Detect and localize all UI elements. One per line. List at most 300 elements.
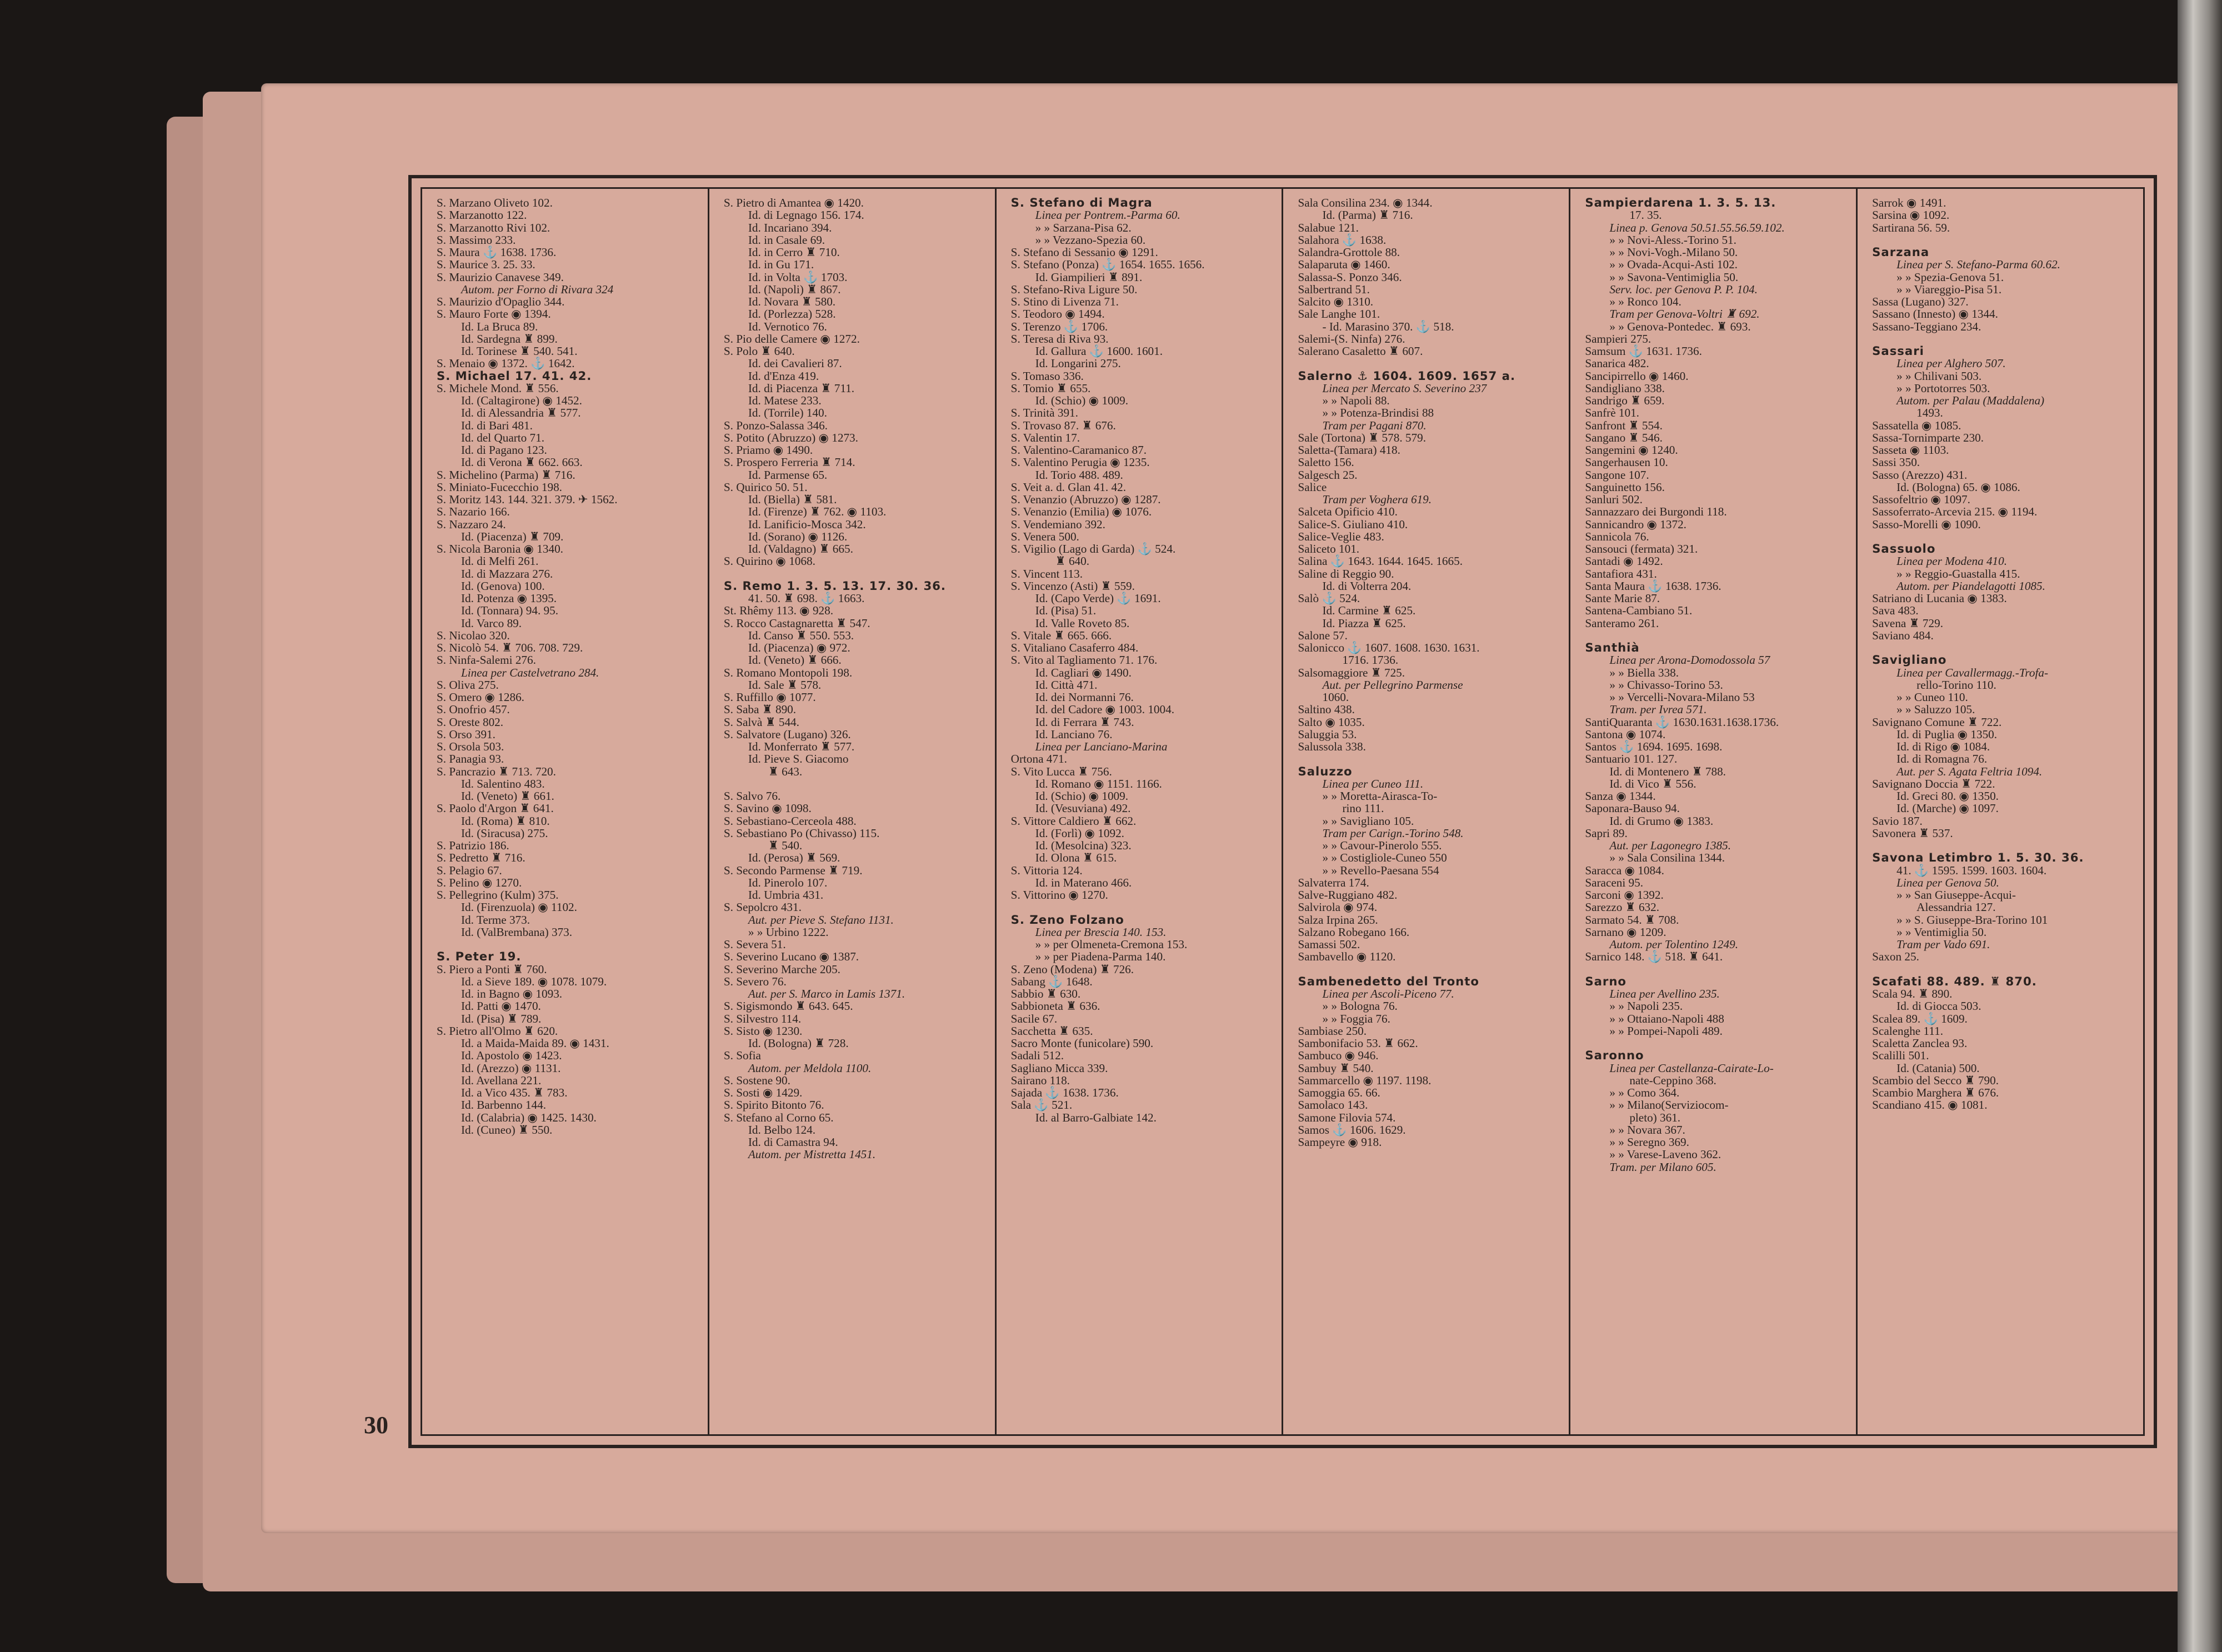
index-entry: S. Sosti ◉ 1429.: [723, 1086, 803, 1099]
index-entry: [724, 568, 989, 580]
index-entry: [1872, 333, 2138, 345]
index-entry: S. Marzano Oliveto 102.: [437, 196, 553, 209]
index-entry: Salò ⚓ 524.: [1298, 592, 1360, 605]
index-entry: S. Sisto ◉ 1230.: [723, 1024, 803, 1038]
index-entry: Sangemini ◉ 1240.: [1585, 443, 1678, 457]
index-entry: Autom. per Palau (Maddalena): [1896, 394, 2045, 407]
index-entry: Savio 187.: [1872, 814, 1923, 828]
index-entry: Id. Salentino 483.: [461, 777, 545, 790]
index-entry: rello-Torino 110.: [1916, 678, 1996, 692]
index-entry: Sannicandro ◉ 1372.: [1585, 517, 1686, 531]
index-entry: 1716. 1736.: [1342, 653, 1399, 667]
station-heading: S. Michael 17. 41. 42.: [437, 368, 592, 383]
index-entry: » » Pompei-Napoli 489.: [1609, 1024, 1723, 1038]
index-entry: Sanza ◉ 1344.: [1585, 789, 1656, 803]
index-entry: Id. dei Cavalieri 87.: [748, 357, 842, 371]
index-entry: S. Trovaso 87. ♜ 676.: [1010, 418, 1116, 432]
index-entry: Sala ⚓ 521.: [1010, 1098, 1073, 1112]
index-entry: Sante Marie 87.: [1585, 592, 1660, 605]
index-entry: S. Piero a Ponti ♜ 760.: [437, 962, 547, 976]
index-entry: » » Potenza-Brindisi 88: [1322, 406, 1434, 420]
index-entry: » » Napoli 88.: [1322, 394, 1390, 407]
index-entry: S. Saba ♜ 890.: [723, 703, 797, 717]
index-entry: Sampeyre ◉ 918.: [1298, 1135, 1382, 1149]
index-entry: pleto) 361.: [1629, 1110, 1681, 1124]
index-entry: Sancipirrello ◉ 1460.: [1585, 369, 1689, 383]
index-entry: Id. Novara ♜ 580.: [748, 295, 836, 308]
index-entry: S. Polo ♜ 640.: [723, 344, 795, 358]
index-entry: Sambonifacio 53. ♜ 662.: [1298, 1037, 1418, 1050]
index-entry: Id. (Calabria) ◉ 1425. 1430.: [461, 1110, 597, 1124]
index-entry: S. Nicolao 320.: [437, 628, 510, 642]
index-entry: S. Michele Mond. ♜ 556.: [437, 381, 559, 395]
index-entry: S. Vittore Caldiero ♜ 662.: [1010, 814, 1137, 828]
index-entry: Sabang ⚓ 1648.: [1010, 974, 1093, 988]
index-entry: Sarsina ◉ 1092.: [1872, 208, 1950, 222]
index-entry: Id. Varco 89.: [461, 616, 522, 630]
index-entry: Sanluri 502.: [1585, 493, 1643, 506]
index-entry: Id. (Perosa) ♜ 569.: [748, 851, 840, 865]
index-entry: Id. di Volterra 204.: [1322, 579, 1412, 593]
station-heading: Sassari: [1872, 344, 1924, 358]
index-entry: 17. 35.: [1629, 208, 1662, 222]
index-entry: Samassi 502.: [1298, 938, 1360, 951]
index-entry: Autom. per Piandelagotti 1085.: [1896, 579, 2045, 593]
index-entry: [1872, 234, 2138, 246]
station-heading: Sarzana: [1872, 245, 1930, 259]
index-entry: » » Saluzzo 105.: [1896, 703, 1975, 717]
index-entry: Linea per Cavallermagg.-Trofa-: [1896, 665, 2049, 679]
index-entry: Samolaco 143.: [1298, 1098, 1368, 1112]
index-entry: S. Stefano (Ponza) ⚓ 1654. 1655. 1656.: [1010, 258, 1205, 272]
index-entry: S. Omero ◉ 1286.: [437, 690, 524, 704]
index-entry: Id. Carmine ♜ 625.: [1322, 604, 1416, 618]
index-entry: S. Severino Marche 205.: [723, 962, 840, 976]
index-entry: » » Portotorres 503.: [1896, 381, 1990, 395]
index-entry: Id. Umbria 431.: [748, 888, 824, 902]
index-columns: [421, 187, 2145, 1436]
page-number: 30: [364, 1411, 388, 1439]
index-entry: Samone Filovia 574.: [1298, 1110, 1396, 1124]
index-entry: Sassano-Teggiano 234.: [1872, 319, 1981, 333]
index-entry: » » Foggia 76.: [1322, 1012, 1390, 1025]
index-entry: » » Chivasso-Torino 53.: [1609, 678, 1723, 692]
index-entry: Samsum ⚓ 1631. 1736.: [1585, 344, 1702, 358]
index-entry: S. Secondo Parmense ♜ 719.: [723, 863, 863, 877]
index-entry: Sanguinetto 156.: [1585, 480, 1665, 494]
index-entry: Scalilli 501.: [1872, 1049, 1929, 1063]
index-entry: Sagliano Micca 339.: [1010, 1061, 1108, 1075]
index-entry: S. Sofia: [723, 1049, 761, 1063]
index-entry: S. Vittorino ◉ 1270.: [1010, 888, 1108, 902]
index-entry: S. Stefano al Corno 65.: [723, 1110, 834, 1124]
index-entry: Salandra-Grottole 88.: [1298, 246, 1400, 259]
index-entry: S. Tomaso 336.: [1010, 369, 1084, 383]
index-entry: S. Potito (Abruzzo) ◉ 1273.: [723, 430, 858, 444]
station-heading: Savona Letimbro 1. 5. 30. 36.: [1872, 850, 2084, 865]
index-entry: Id. Incariano 394.: [748, 221, 832, 234]
index-entry: Id. (Piacenza) ♜ 709.: [461, 529, 564, 543]
index-entry: Id. (Forlì) ◉ 1092.: [1035, 826, 1124, 840]
index-entry: 41. ⚓ 1595. 1599. 1603. 1604.: [1896, 863, 2047, 877]
index-entry: 1493.: [1916, 406, 1943, 420]
index-entry: Sacchetta ♜ 635.: [1010, 1024, 1093, 1038]
index-entry: S. Menaio ◉ 1372. ⚓ 1642.: [437, 357, 575, 371]
index-entry: » » Bologna 76.: [1322, 999, 1398, 1013]
index-entry: [1011, 901, 1277, 913]
index-entry: S. Orsola 503.: [437, 740, 504, 753]
index-entry: S. Zeno (Modena) ♜ 726.: [1010, 962, 1134, 976]
index-entry: S. Nazario 166.: [437, 505, 510, 519]
index-entry: Id. Gallura ⚓ 1600. 1601.: [1035, 344, 1163, 358]
index-entry: » » Sarzana-Pisa 62.: [1035, 221, 1132, 234]
index-entry: Linea per Castelvetrano 284.: [461, 665, 599, 679]
index-entry: Saltino 438.: [1298, 703, 1355, 717]
index-entry: Id. di Bari 481.: [461, 418, 533, 432]
index-entry: » » S. Giuseppe-Bra-Torino 101: [1896, 913, 2048, 927]
index-entry: Salonicco ⚓ 1607. 1608. 1630. 1631.: [1298, 641, 1480, 654]
index-entry: Id. (Napoli) ♜ 867.: [748, 282, 841, 296]
index-entry: Id. (Schio) ◉ 1009.: [1035, 394, 1129, 407]
index-entry: Ortona 471.: [1010, 752, 1067, 766]
index-entry: Id. La Bruca 89.: [461, 319, 538, 333]
index-entry: Sava 483.: [1872, 604, 1919, 618]
index-entry: ♜ 540.: [768, 839, 803, 852]
index-entry: Santadi ◉ 1492.: [1585, 554, 1663, 568]
index-entry: » » Milano(Serviziocom-: [1609, 1098, 1729, 1112]
index-entry: Id. (Veneto) ♜ 661.: [461, 789, 554, 803]
index-entry: Id. Longarini 275.: [1035, 357, 1121, 371]
index-entry: Id. dei Normanni 76.: [1035, 690, 1134, 704]
index-entry: Id. di Romagna 76.: [1896, 752, 1988, 766]
index-entry: S. Stefano-Riva Ligure 50.: [1010, 282, 1138, 296]
index-entry: Id. Pinerolo 107.: [748, 875, 828, 889]
index-entry: Tram per Voghera 619.: [1322, 493, 1432, 506]
index-entry: Id. Cagliari ◉ 1490.: [1035, 665, 1132, 679]
index-entry: S. Rocco Castagnaretta ♜ 547.: [723, 616, 870, 630]
index-entry: S. Maura ⚓ 1638. 1736.: [437, 246, 557, 259]
index-entry: Id. Olona ♜ 615.: [1035, 851, 1117, 865]
index-entry: Sasso (Arezzo) 431.: [1872, 468, 1968, 482]
index-entry: Id. al Barro-Galbiate 142.: [1035, 1110, 1157, 1124]
index-entry: S. Romano Montopoli 198.: [723, 665, 853, 679]
index-entry: S. Veit a. d. Glan 41. 42.: [1010, 480, 1127, 494]
index-entry: [1298, 753, 1563, 765]
station-heading: Saluzzo: [1298, 764, 1353, 778]
index-entry: Id. di Montenero ♜ 788.: [1609, 764, 1726, 778]
index-entry: S. Venera 500.: [1010, 529, 1079, 543]
index-entry: Sanarica 482.: [1585, 357, 1649, 371]
index-entry: » » Revello-Paesana 554: [1322, 863, 1439, 877]
index-entry: Salice-Veglie 483.: [1298, 529, 1384, 543]
index-entry: Id. in Bagno ◉ 1093.: [461, 987, 563, 1000]
index-entry: Savignano Comune ♜ 722.: [1872, 715, 2002, 729]
index-entry: 41. 50. ♜ 698. ⚓ 1663.: [748, 592, 865, 605]
index-entry: » » Ottaiano-Napoli 488: [1609, 1012, 1724, 1025]
index-entry: Scandiano 415. ◉ 1081.: [1872, 1098, 1988, 1112]
index-entry: S. Pelino ◉ 1270.: [437, 875, 522, 889]
index-entry: Sajada ⚓ 1638. 1736.: [1010, 1086, 1119, 1099]
index-entry: Salice: [1298, 480, 1327, 494]
index-entry: S. Maurice 3. 25. 33.: [437, 258, 536, 272]
index-entry: Id. Terme 373.: [461, 913, 531, 927]
index-entry: - Id. Marasino 370. ⚓ 518.: [1322, 319, 1454, 333]
index-entry: Santena-Cambiano 51.: [1585, 604, 1693, 618]
index-entry: Satriano di Lucania ◉ 1383.: [1872, 592, 2007, 605]
index-entry: Id. (Bologna) ♜ 728.: [748, 1037, 849, 1050]
index-entry: S. Oliva 275.: [437, 678, 499, 692]
index-column-1: [422, 189, 708, 1434]
index-entry: Id. (Siracusa) 275.: [461, 826, 548, 840]
index-entry: ♜ 643.: [768, 764, 803, 778]
station-heading: Saronno: [1585, 1048, 1644, 1063]
index-entry: Sassa (Lugano) 327.: [1872, 295, 1969, 308]
index-entry: Id. di Ferrara ♜ 743.: [1035, 715, 1134, 729]
index-entry: Salgesch 25.: [1298, 468, 1358, 482]
index-entry: Salina ⚓ 1643. 1644. 1645. 1665.: [1298, 554, 1463, 568]
index-entry: S. Vito Lucca ♜ 756.: [1010, 764, 1112, 778]
index-entry: Id. Parmense 65.: [748, 468, 828, 482]
index-entry: » » Napoli 235.: [1609, 999, 1683, 1013]
index-entry: S. Onofrio 457.: [437, 703, 510, 717]
index-entry: Salahora ⚓ 1638.: [1298, 233, 1387, 247]
station-heading: S. Stefano di Magra: [1010, 196, 1153, 209]
index-entry: » » Moretta-Airasca-To-: [1322, 789, 1438, 803]
index-entry: Id. di Pagano 123.: [461, 443, 547, 457]
index-entry: Aut. per S. Marco in Lamis 1371.: [748, 987, 905, 1000]
index-entry: Linea per S. Stefano-Parma 60.62.: [1896, 258, 2060, 272]
index-entry: Id. (Cuneo) ♜ 550.: [461, 1123, 553, 1137]
index-entry: Tram per Genova-Voltri ♜ 692.: [1609, 307, 1760, 321]
index-entry: Id. Valle Roveto 85.: [1035, 616, 1130, 630]
index-entry: Saletta-(Tamara) 418.: [1298, 443, 1400, 457]
index-entry: [724, 778, 989, 790]
index-entry: Id. Torinese ♜ 540. 541.: [461, 344, 578, 358]
index-entry: S. Maurizio d'Opaglio 344.: [437, 295, 565, 308]
index-entry: Sarconi ◉ 1392.: [1585, 888, 1664, 902]
index-entry: S. Pietro all'Olmo ♜ 620.: [437, 1024, 558, 1038]
index-entry: Id. Matese 233.: [748, 394, 822, 407]
index-entry: Santeramo 261.: [1585, 616, 1659, 630]
index-entry: Id. del Quarto 71.: [461, 430, 545, 444]
index-entry: » » Ovada-Acqui-Asti 102.: [1609, 258, 1738, 272]
index-entry: Id. d'Enza 419.: [748, 369, 819, 383]
index-entry: [1298, 357, 1563, 369]
index-entry: Autom. per Forno di Rivara 324: [461, 282, 614, 296]
index-entry: » » Novara 367.: [1609, 1123, 1685, 1137]
index-entry: Scambio del Secco ♜ 790.: [1872, 1073, 1999, 1087]
index-entry: Linea p. Genova 50.51.55.56.59.102.: [1609, 221, 1785, 234]
index-entry: Autom. per Mistretta 1451.: [748, 1148, 876, 1162]
index-entry: Id. (Caltagirone) ◉ 1452.: [461, 394, 582, 407]
index-entry: » » Spezia-Genova 51.: [1896, 270, 2004, 284]
index-entry: » » Como 364.: [1609, 1086, 1680, 1099]
index-entry: [1585, 629, 1850, 642]
index-entry: Sanfront ♜ 554.: [1585, 418, 1663, 432]
index-entry: » » Savigliano 105.: [1322, 814, 1414, 828]
index-entry: Samos ⚓ 1606. 1629.: [1298, 1123, 1406, 1137]
index-entry: Santona ◉ 1074.: [1585, 727, 1666, 741]
index-entry: Sarmato 54. ♜ 708.: [1585, 913, 1679, 927]
station-heading: S. Remo 1. 3. 5. 13. 17. 30. 36.: [723, 578, 946, 593]
station-heading: S. Zeno Folzano: [1010, 912, 1124, 927]
index-entry: Id. (Biella) ♜ 581.: [748, 493, 837, 506]
index-entry: Id. Sale ♜ 578.: [748, 678, 822, 692]
index-entry: S. Savino ◉ 1098.: [723, 802, 812, 815]
index-entry: S. Vitaliano Casaferro 484.: [1010, 641, 1139, 654]
index-entry: S. Sepolcro 431.: [723, 900, 802, 914]
index-entry: Id. di Mazzara 276.: [461, 567, 553, 580]
index-entry: Sassi 350.: [1872, 455, 1920, 469]
index-entry: S. Patrizio 186.: [437, 839, 509, 852]
index-entry: Salve-Ruggiano 482.: [1298, 888, 1398, 902]
index-entry: Id. a Maida-Maida 89. ◉ 1431.: [461, 1037, 609, 1050]
index-entry: Santafiora 431.: [1585, 567, 1657, 580]
index-entry: Linea per Mercato S. Severino 237: [1322, 381, 1487, 395]
index-entry: Id. (Catania) 500.: [1896, 1061, 1980, 1075]
index-entry: S. Teresa di Riva 93.: [1010, 332, 1109, 346]
index-entry: » » Varese-Laveno 362.: [1609, 1148, 1721, 1162]
index-entry: Id. (Pisa) 51.: [1035, 604, 1097, 618]
index-entry: [1298, 963, 1563, 975]
index-entry: [1872, 839, 2138, 852]
index-entry: Id. (Piacenza) ◉ 972.: [748, 641, 850, 654]
index-entry: » » Savona-Ventimiglia 50.: [1609, 270, 1739, 284]
index-entry: [437, 938, 702, 950]
index-entry: S. Sebastiano-Cerceola 488.: [723, 814, 857, 828]
index-entry: S. Massimo 233.: [437, 233, 516, 247]
index-entry: Linea per Pontrem.-Parma 60.: [1035, 208, 1180, 222]
index-entry: Id. di Melfi 261.: [461, 554, 539, 568]
index-entry: Id. di Piacenza ♜ 711.: [748, 381, 855, 395]
index-entry: Id. (Porlezza) 528.: [748, 307, 836, 321]
index-entry: Sarrok ◉ 1491.: [1872, 196, 1946, 209]
index-entry: Id. (Sorano) ◉ 1126.: [748, 529, 848, 543]
index-entry: Id. Torio 488. 489.: [1035, 468, 1123, 482]
index-entry: Savena ♜ 729.: [1872, 616, 1943, 630]
index-entry: Id. Canso ♜ 550. 553.: [748, 628, 854, 642]
index-entry: S. Nicola Baronia ◉ 1340.: [437, 542, 563, 555]
index-entry: Sarezzo ♜ 632.: [1585, 900, 1660, 914]
index-entry: Salza Irpina 265.: [1298, 913, 1378, 927]
index-entry: Id. (Parma) ♜ 716.: [1322, 208, 1413, 222]
index-entry: » » Genova-Pontedec. ♜ 693.: [1609, 319, 1751, 333]
index-entry: S. Ninfa-Salemi 276.: [437, 653, 536, 667]
index-entry: Id. in Materano 466.: [1035, 875, 1132, 889]
index-entry: Aut. per Pieve S. Stefano 1131.: [748, 913, 894, 927]
index-entry: Id. (Tonnara) 94. 95.: [461, 604, 559, 618]
station-heading: S. Peter 19.: [437, 949, 522, 964]
index-entry: Linea per Arona-Domodossola 57: [1609, 653, 1770, 667]
index-entry: S. Vitale ♜ 665. 666.: [1010, 628, 1112, 642]
index-entry: » » Ronco 104.: [1609, 295, 1681, 308]
index-entry: S. Priamo ◉ 1490.: [723, 443, 813, 457]
index-entry: Sale Langhe 101.: [1298, 307, 1380, 321]
index-entry: Salbertrand 51.: [1298, 282, 1370, 296]
index-entry: Id. Lanciano 76.: [1035, 727, 1113, 741]
index-entry: Sansouci (fermata) 321.: [1585, 542, 1698, 555]
index-entry: Saxon 25.: [1872, 950, 1919, 964]
index-entry: Id. Monferrato ♜ 577.: [748, 740, 855, 753]
index-entry: Scalenghe 111.: [1872, 1024, 1944, 1038]
index-entry: S. Oreste 802.: [437, 715, 504, 729]
index-entry: Salemi-(S. Ninfa) 276.: [1298, 332, 1405, 346]
index-entry: Salvaterra 174.: [1298, 875, 1369, 889]
index-entry: Id. in Casale 69.: [748, 233, 825, 247]
index-entry: S. Ponzo-Salassa 346.: [723, 418, 828, 432]
index-entry: Id. in Volta ⚓ 1703.: [748, 270, 848, 284]
index-entry: S. Salvatore (Lugano) 326.: [723, 727, 851, 741]
index-entry: Id. Patti ◉ 1470.: [461, 999, 541, 1013]
index-entry: Linea per Castellanza-Cairate-Lo-: [1609, 1061, 1774, 1075]
index-entry: Linea per Genova 50.: [1896, 875, 1999, 889]
index-entry: Sambuco ◉ 946.: [1298, 1049, 1379, 1063]
index-entry: Id. Apostolo ◉ 1423.: [461, 1049, 562, 1063]
index-entry: S. Severa 51.: [723, 938, 786, 951]
index-entry: Sammarcello ◉ 1197. 1198.: [1298, 1073, 1432, 1087]
index-entry: Id. (Firenze) ♜ 762. ◉ 1103.: [748, 505, 887, 519]
index-entry: » » Vezzano-Spezia 60.: [1035, 233, 1146, 247]
index-entry: S. Mauro Forte ◉ 1394.: [437, 307, 551, 321]
index-entry: S. Quirino ◉ 1068.: [723, 554, 815, 568]
index-entry: Scala 94. ♜ 890.: [1872, 987, 1953, 1000]
index-entry: Id. Avellana 221.: [461, 1073, 542, 1087]
index-entry: Saracca ◉ 1084.: [1585, 863, 1664, 877]
index-entry: Id. di Legnago 156. 174.: [748, 208, 864, 222]
index-entry: S. Michelino (Parma) ♜ 716.: [437, 468, 575, 482]
index-entry: » » Reggio-Guastalla 415.: [1896, 567, 2020, 580]
index-entry: Id. (Torrile) 140.: [748, 406, 827, 420]
index-entry: Sassano (Innesto) ◉ 1344.: [1872, 307, 1998, 321]
index-entry: S. Marzanotto 122.: [437, 208, 527, 222]
index-entry: Id. Romano ◉ 1151. 1166.: [1035, 777, 1162, 790]
index-entry: Id. (ValBrembana) 373.: [461, 925, 573, 939]
index-entry: S. Sebastiano Po (Chivasso) 115.: [723, 826, 880, 840]
index-entry: Saline di Reggio 90.: [1298, 567, 1394, 580]
index-entry: Sapri 89.: [1585, 826, 1628, 840]
index-entry: Linea per Ascoli-Piceno 77.: [1322, 987, 1454, 1000]
index-entry: S. Sostene 90.: [723, 1073, 790, 1087]
index-entry: S. Moritz 143. 144. 321. 379. ✈ 1562.: [437, 493, 618, 506]
index-entry: Sambuy ♜ 540.: [1298, 1061, 1374, 1075]
index-entry: S. Valentino-Caramanico 87.: [1010, 443, 1147, 457]
index-entry: Sala Consilina 234. ◉ 1344.: [1298, 196, 1433, 209]
index-entry: S. Silvestro 114.: [723, 1012, 802, 1025]
index-entry: S. Pio delle Camere ◉ 1272.: [723, 332, 860, 346]
index-entry: Sartirana 56. 59.: [1872, 221, 1950, 234]
index-entry: Id. Vernotico 76.: [748, 319, 827, 333]
index-entry: Sambavello ◉ 1120.: [1298, 950, 1396, 964]
index-entry: Salvirola ◉ 974.: [1298, 900, 1378, 914]
index-entry: Sacro Monte (funicolare) 590.: [1010, 1037, 1154, 1050]
index-entry: » » Viareggio-Pisa 51.: [1896, 282, 2002, 296]
index-entry: S. Salvà ♜ 544.: [723, 715, 799, 729]
index-entry: S. Spirito Bitonto 76.: [723, 1098, 824, 1112]
index-entry: Aut. per Pellegrino Parmense: [1322, 678, 1463, 692]
index-entry: S. Valentin 17.: [1010, 430, 1080, 444]
index-entry: 1060.: [1322, 690, 1349, 704]
index-entry: Linea per Lanciano-Marina: [1035, 740, 1168, 753]
station-heading: Scafati 88. 489. ♜ 870.: [1872, 974, 2037, 988]
index-entry: » » Novi-Aless.-Torino 51.: [1609, 233, 1736, 247]
index-entry: S. Stino di Livenza 71.: [1010, 295, 1119, 308]
index-entry: Sangerhausen 10.: [1585, 455, 1668, 469]
index-entry: S. Salvo 76.: [723, 789, 781, 803]
index-entry: Id. di Grumo ◉ 1383.: [1609, 814, 1714, 828]
index-entry: Id. Piazza ♜ 625.: [1322, 616, 1406, 630]
station-heading: Salerno ⚓ 1604. 1609. 1657 a.: [1298, 368, 1515, 383]
index-entry: Salzano Robegano 166.: [1298, 925, 1410, 939]
